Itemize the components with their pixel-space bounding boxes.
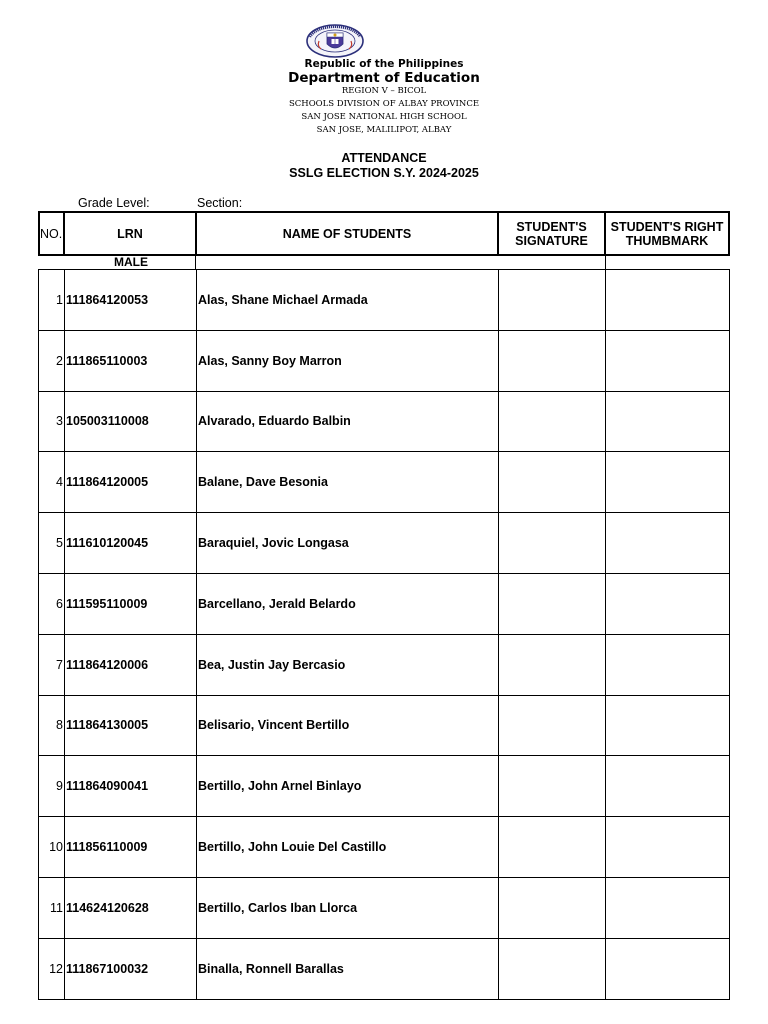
row-thumbmark-cell[interactable]: [606, 756, 730, 816]
table-row: [38, 635, 730, 696]
row-lrn: 114624120628: [65, 878, 197, 938]
row-thumbmark-cell[interactable]: [606, 878, 730, 938]
deped-seal-logo: [305, 24, 365, 58]
row-lrn: 111865110003: [65, 331, 197, 391]
row-signature-cell[interactable]: [499, 331, 606, 391]
row-thumbmark-cell[interactable]: [606, 696, 730, 756]
section-label: Section:: [197, 196, 243, 210]
table-header: [38, 211, 730, 256]
row-number: 8: [39, 696, 65, 756]
row-number: 1: [39, 270, 65, 330]
row-student-name: Belisario, Vincent Bertillo: [197, 696, 499, 756]
row-thumbmark-cell[interactable]: [606, 270, 730, 330]
row-thumbmark-cell[interactable]: [606, 452, 730, 512]
row-thumbmark-cell[interactable]: [606, 635, 730, 695]
row-number: 2: [39, 331, 65, 391]
row-student-name: Alas, Shane Michael Armada: [197, 270, 499, 330]
row-number: 7: [39, 635, 65, 695]
row-student-name: Bertillo, John Arnel Binlayo: [197, 756, 499, 816]
row-signature-cell[interactable]: [499, 878, 606, 938]
row-lrn: 111867100032: [65, 939, 197, 999]
row-signature-cell[interactable]: [499, 392, 606, 452]
header-signature: STUDENT'S SIGNATURE: [499, 213, 606, 254]
row-thumbmark-cell[interactable]: [606, 513, 730, 573]
row-thumbmark-cell[interactable]: [606, 392, 730, 452]
row-student-name: Barcellano, Jerald Belardo: [197, 574, 499, 634]
divider: [195, 256, 196, 270]
row-number: 12: [39, 939, 65, 999]
divider: [605, 256, 606, 270]
header-thumbmark: STUDENT'S RIGHT THUMBMARK: [610, 219, 724, 248]
row-thumbmark-cell[interactable]: [606, 817, 730, 877]
group-label-male: MALE: [114, 255, 148, 269]
document-subtitle: SSLG ELECTION S.Y. 2024-2025: [289, 166, 479, 180]
row-lrn: 111864090041: [65, 756, 197, 816]
row-student-name: Balane, Dave Besonia: [197, 452, 499, 512]
header-lrn: LRN: [65, 213, 197, 254]
row-number: 10: [39, 817, 65, 877]
row-signature-cell[interactable]: [499, 939, 606, 999]
row-signature-cell[interactable]: [499, 513, 606, 573]
region-label: REGION V – BICOL: [341, 86, 427, 96]
row-number: 4: [39, 452, 65, 512]
row-thumbmark-cell[interactable]: [606, 939, 730, 999]
row-lrn: 111856110009: [65, 817, 197, 877]
table-row: [38, 696, 730, 757]
row-thumbmark-cell[interactable]: [606, 331, 730, 391]
row-number: 5: [39, 513, 65, 573]
row-student-name: Bertillo, Carlos Iban Llorca: [197, 878, 499, 938]
row-student-name: Binalla, Ronnell Barallas: [197, 939, 499, 999]
table-row: [38, 513, 730, 574]
header-name: NAME OF STUDENTS: [197, 213, 499, 254]
header-no: NO.: [40, 213, 65, 254]
table-row: [38, 574, 730, 635]
document-title: ATTENDANCE: [341, 151, 427, 165]
row-student-name: Bea, Justin Jay Bercasio: [197, 635, 499, 695]
row-signature-cell[interactable]: [499, 574, 606, 634]
school-name: SAN JOSE NATIONAL HIGH SCHOOL: [301, 112, 467, 122]
row-lrn: 111610120045: [65, 513, 197, 573]
row-lrn: 111864120006: [65, 635, 197, 695]
row-signature-cell[interactable]: [499, 756, 606, 816]
row-lrn: 111595110009: [65, 574, 197, 634]
division-label: SCHOOLS DIVISION OF ALBAY PROVINCE: [288, 99, 480, 109]
row-thumbmark-cell[interactable]: [606, 574, 730, 634]
grade-level-label: Grade Level:: [78, 196, 150, 210]
row-signature-cell[interactable]: [499, 635, 606, 695]
row-signature-cell[interactable]: [499, 696, 606, 756]
table-row: [38, 817, 730, 878]
row-student-name: Bertillo, John Louie Del Castillo: [197, 817, 499, 877]
row-number: 3: [39, 392, 65, 452]
row-student-name: Alvarado, Eduardo Balbin: [197, 392, 499, 452]
school-address: SAN JOSE, MALILIPOT, ALBAY: [316, 125, 452, 135]
row-lrn: 105003110008: [65, 392, 197, 452]
row-lrn: 111864120053: [65, 270, 197, 330]
table-row: [38, 270, 730, 331]
row-number: 6: [39, 574, 65, 634]
row-lrn: 111864120005: [65, 452, 197, 512]
table-row: [38, 878, 730, 939]
row-student-name: Alas, Sanny Boy Marron: [197, 331, 499, 391]
student-table-body: [38, 269, 730, 1000]
table-row: [38, 939, 730, 1000]
row-signature-cell[interactable]: [499, 452, 606, 512]
row-signature-cell[interactable]: [499, 270, 606, 330]
table-row: [38, 756, 730, 817]
table-row: [38, 331, 730, 392]
department-title: Department of Education: [288, 70, 480, 86]
republic-label: Republic of the Philippines: [304, 58, 464, 70]
row-student-name: Baraquiel, Jovic Longasa: [197, 513, 499, 573]
row-lrn: 111864130005: [65, 696, 197, 756]
row-signature-cell[interactable]: [499, 817, 606, 877]
row-number: 11: [39, 878, 65, 938]
table-row: [38, 452, 730, 513]
table-row: [38, 392, 730, 453]
row-number: 9: [39, 756, 65, 816]
